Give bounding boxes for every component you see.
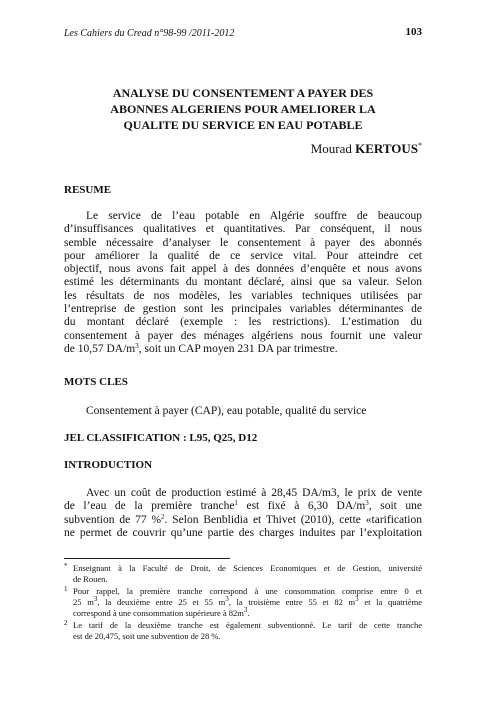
- intro-text: est fixé à 6,30 DA/m: [237, 500, 366, 513]
- abstract-line: pour améliorer la qualité de ce service vital. Pour atteindre cet: [64, 249, 422, 262]
- running-head: [64, 28, 422, 39]
- author-family-name: KERTOUS: [355, 141, 418, 156]
- abstract-line: d’insuffisances qualitatives et quantitatives. Par conséquent, il nous: [64, 223, 422, 236]
- footnote-line: [73, 597, 422, 608]
- title-line: ANALYSE DU CONSENTEMENT A PAYER DES: [112, 86, 374, 100]
- footnote-ref: 2: [161, 512, 165, 521]
- abstract-line: estimé les déterminants du montant déclaré, ainsi que sa valeur. Selon: [64, 276, 422, 289]
- footnote-line: Le tarif de la deuxième tranche est également subventionné. Le tarif de cette tranche: [73, 620, 422, 630]
- abstract-line: Le service de l’eau potable en Algérie souffre de beaucoup: [86, 210, 422, 222]
- footnote-line: est de 20,475, soit une subvention de 28 %.: [73, 631, 221, 641]
- footnote-2: [64, 620, 422, 642]
- superscript: 3: [225, 595, 229, 603]
- footnote-mark: 2: [64, 619, 68, 627]
- abstract-paragraph: [64, 210, 422, 356]
- abstract-last-text: , soit un CAP moyen 231 DA par trimestre.: [138, 342, 338, 355]
- intro-text: , soit une: [368, 500, 422, 513]
- page-number: 103: [405, 26, 422, 38]
- footnote-divider: [64, 558, 230, 559]
- abstract-line: du montant déclaré (exemple : les restrictions). L’estimation du: [64, 316, 422, 329]
- superscript: 3: [135, 341, 139, 350]
- running-head-text: Les Cahiers du Cread n°98-99 /2011-2012: [64, 28, 235, 39]
- title-line: ABONNES ALGERIENS POUR AMELIORER LA: [110, 102, 376, 116]
- superscript: 3: [365, 499, 369, 508]
- introduction-paragraph: [64, 487, 422, 540]
- footnote-text: , la troisième entre 55 et 82 m: [228, 597, 356, 607]
- intro-line: Avec un coût de production estimé à 28,45 DA/m3, le prix de vente: [86, 487, 422, 499]
- author-given-name: Mourad: [310, 141, 352, 156]
- abstract-line: objectif, nous avons fait appel à des données d’enquête et nous avons: [64, 263, 422, 276]
- abstract-line: les résultats de nos modèles, les variables techniques utilisées par: [64, 289, 422, 302]
- footnote-line: Enseignant à la Faculté de Droit, de Sciences Economiques et de Gestion, université: [73, 563, 422, 573]
- article-title: [64, 85, 422, 133]
- keywords-heading: MOTS CLES: [64, 376, 128, 388]
- abstract-last-text: de 10,57 DA/m: [64, 342, 136, 355]
- footnote-text: 25 m: [73, 597, 94, 607]
- author-byline: [200, 141, 422, 157]
- abstract-line: l’entreprise de gestion sont les principales variables déterminantes de: [64, 303, 422, 316]
- footnote-text: et la quatrième: [358, 597, 422, 607]
- footnote-text: .: [247, 608, 250, 618]
- footnote-text: correspond à une consommation supérieure à 82m: [73, 608, 244, 618]
- footnotes: [64, 563, 422, 643]
- footnote-line: de Rouen.: [73, 574, 108, 584]
- intro-text: subvention de 77 %: [64, 513, 162, 526]
- superscript: 3: [243, 606, 248, 614]
- intro-line: [64, 514, 422, 527]
- footnote-1: [64, 586, 422, 619]
- footnote-mark: *: [64, 562, 68, 570]
- footnote-text: , la deuxième entre 25 et 55 m: [97, 597, 226, 607]
- abstract-heading: RESUME: [64, 184, 112, 196]
- footnote-line: Pour rappel, la première tranche correspond à une consommation comprise entre 0 et: [73, 586, 422, 596]
- intro-text: . Selon Benblidia et Thivet (2010), cette «tarification: [164, 513, 422, 526]
- jel-classification: JEL CLASSIFICATION : L95, Q25, D12: [64, 432, 258, 444]
- footnote-mark: 1: [64, 585, 68, 593]
- abstract-line: semble nécessaire d’analyser le consentement à payer des abonnés: [64, 236, 422, 249]
- superscript: 3: [93, 595, 98, 603]
- superscript: 3: [355, 595, 359, 603]
- intro-line: ne permet de couvrir qu’une partie des charges induites par l’exploitation: [64, 526, 422, 539]
- author-footnote-mark: *: [418, 141, 422, 150]
- footnote-ref: 1: [234, 499, 238, 508]
- introduction-heading: INTRODUCTION: [64, 459, 153, 471]
- intro-line: [64, 500, 422, 513]
- abstract-line: consentement à payer des ménages algériens nous fournit une valeur: [64, 329, 422, 342]
- intro-text: de l’eau de la première tranche: [64, 500, 235, 513]
- abstract-line: [64, 343, 422, 356]
- keywords-text: Consentement à payer (CAP), eau potable, qualité du service: [86, 405, 367, 417]
- title-line: QUALITE DU SERVICE EN EAU POTABLE: [123, 118, 363, 132]
- footnote-author: [64, 563, 422, 585]
- footnote-line: [73, 608, 422, 619]
